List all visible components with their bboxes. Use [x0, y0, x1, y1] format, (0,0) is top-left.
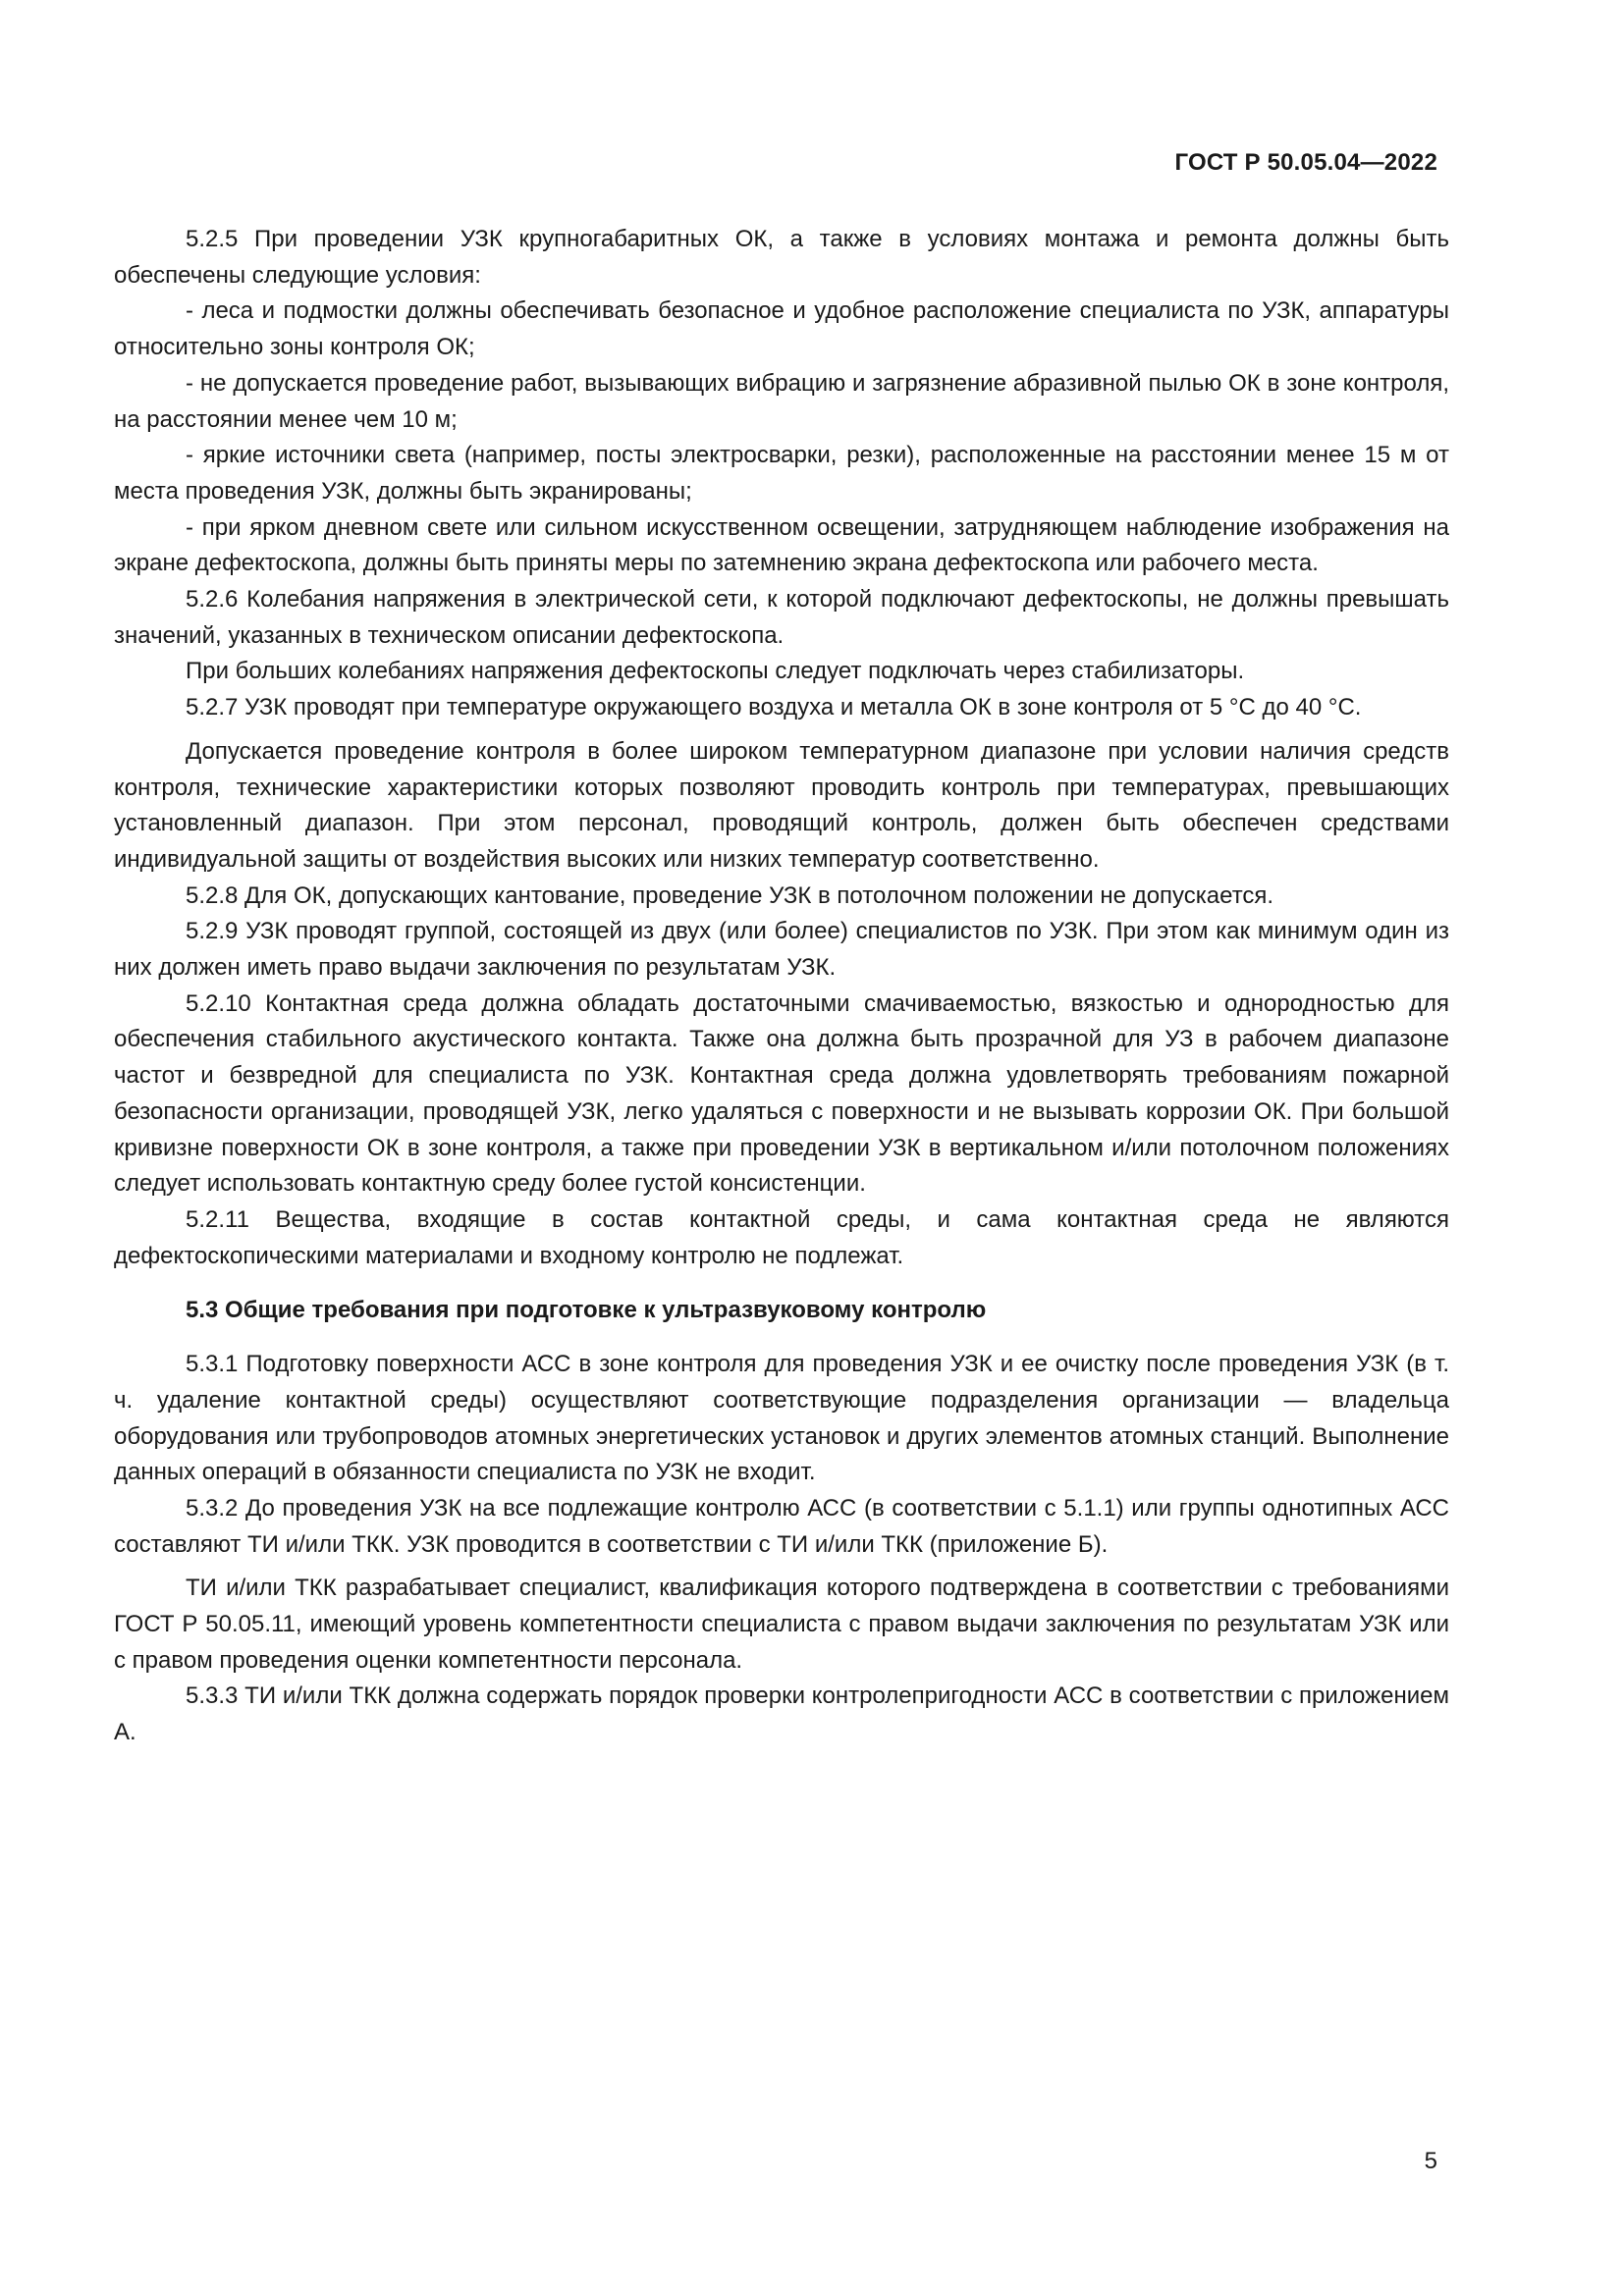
paragraph-5-3-3: 5.3.3 ТИ и/или ТКК должна содержать порядок проверки контролепригодности АСС в соответствии с приложением А. [114, 1682, 1449, 1746]
paragraph-5-2-10: 5.2.10 Контактная среда должна обладать достаточными смачиваемостью, вязкостью и однородностью для обеспечения стабильного акустического контакта. Также она должна быть прозрачной для УЗ в рабочем диапазоне частот и безвредной для специалиста по УЗК. Контактная среда должна удовлетворять требованиям пожарной безопасности организации, проводящей УЗК, легко удаляться с поверхности и не вызывать коррозии ОК. При большой кривизне поверхности ОК в зоне контроля, а также при проведении УЗК в вертикальном и/или потолочном положениях следует использовать контактную среду более густой консистенции. [114, 989, 1449, 1198]
paragraph-5-3-1: 5.3.1 Подготовку поверхности АСС в зоне контроля для проведения УЗК и ее очистку после проведения УЗК (в т. ч. удаление контактной среды) осуществляют соответствующие подразделения организации — владельца оборудования или трубопроводов атомных энергетических установок и других элементов атомных станций. Выполнение данных операций в обязанности специалиста по УЗК не входит. [114, 1351, 1449, 1486]
paragraph-5-2-6: 5.2.6 Колебания напряжения в электрической сети, к которой подключают дефектоскопы, не должны превышать значений, указанных в техническом описании дефектоскопа. [114, 586, 1449, 649]
paragraph-5-2-9: 5.2.9 УЗК проводят группой, состоящей из двух (или более) специалистов по УЗК. При этом как минимум один из них должен иметь право выдачи заключения по результатам УЗК. [114, 918, 1449, 982]
list-item: - леса и подмостки должны обеспечивать безопасное и удобное расположение специалиста по УЗК, аппаратуры относительно зоны контроля ОК; [114, 297, 1449, 361]
list-item: - яркие источники света (например, посты электросварки, резки), расположенные на расстоянии менее 15 м от места проведения УЗК, должны быть экранированы; [114, 442, 1449, 505]
paragraph-5-2-5: 5.2.5 При проведении УЗК крупногабаритных ОК, а также в условиях монтажа и ремонта должны быть обеспечены следующие условия: [114, 226, 1449, 289]
paragraph-5-2-11: 5.2.11 Вещества, входящие в состав контактной среды, и сама контактная среда не являются дефектоскопическими материалами и входному контролю не подлежат. [114, 1205, 1449, 1269]
list-item: - не допускается проведение работ, вызывающих вибрацию и загрязнение абразивной пылью ОК в зоне контроля, на расстоянии менее чем 10 м; [114, 369, 1449, 433]
paragraph-5-2-7: 5.2.7 УЗК проводят при температуре окружающего воздуха и металла ОК в зоне контроля от 5 °С до 40 °С. [186, 694, 1362, 721]
list-item: - при ярком дневном свете или сильном искусственном освещении, затрудняющем наблюдение изображения на экране дефектоскопа, должны быть приняты меры по затемнению экрана дефектоскопа или рабочего места. [114, 513, 1449, 577]
paragraph: ТИ и/или ТКК разрабатывает специалист, квалификация которого подтверждена в соответствии с требованиями ГОСТ Р 50.05.11, имеющий уровень компетентности специалиста с правом выдачи заключения по результатам УЗК или с правом проведения оценки компетентности персонала. [114, 1575, 1449, 1674]
paragraph-5-2-8: 5.2.8 Для ОК, допускающих кантование, проведение УЗК в потолочном положении не допускается. [186, 881, 1274, 909]
document-header: ГОСТ Р 50.05.04—2022 [1174, 149, 1437, 176]
paragraph: При больших колебаниях напряжения дефектоскопы следует подключать через стабилизаторы. [186, 658, 1245, 685]
page-number: 5 [1424, 2148, 1437, 2174]
paragraph: Допускается проведение контроля в более широком температурном диапазоне при условии наличия средств контроля, технические характеристики которых позволяют проводить контроль при температурах, превышающих установленный диапазон. При этом персонал, проводящий контроль, должен быть обеспечен средствами индивидуальной защиты от воздействия высоких или низких температур соответственно. [114, 737, 1449, 873]
paragraph-5-3-2: 5.3.2 До проведения УЗК на все подлежащие контролю АСС (в соответствии с 5.1.1) или группы однотипных АСС составляют ТИ и/или ТКК. УЗК проводится в соответствии с ТИ и/или ТКК (приложение Б). [114, 1494, 1449, 1558]
section-heading-5-3: 5.3 Общие требования при подготовке к ультразвуковому контролю [186, 1297, 987, 1324]
document-body [114, 222, 1449, 1751]
